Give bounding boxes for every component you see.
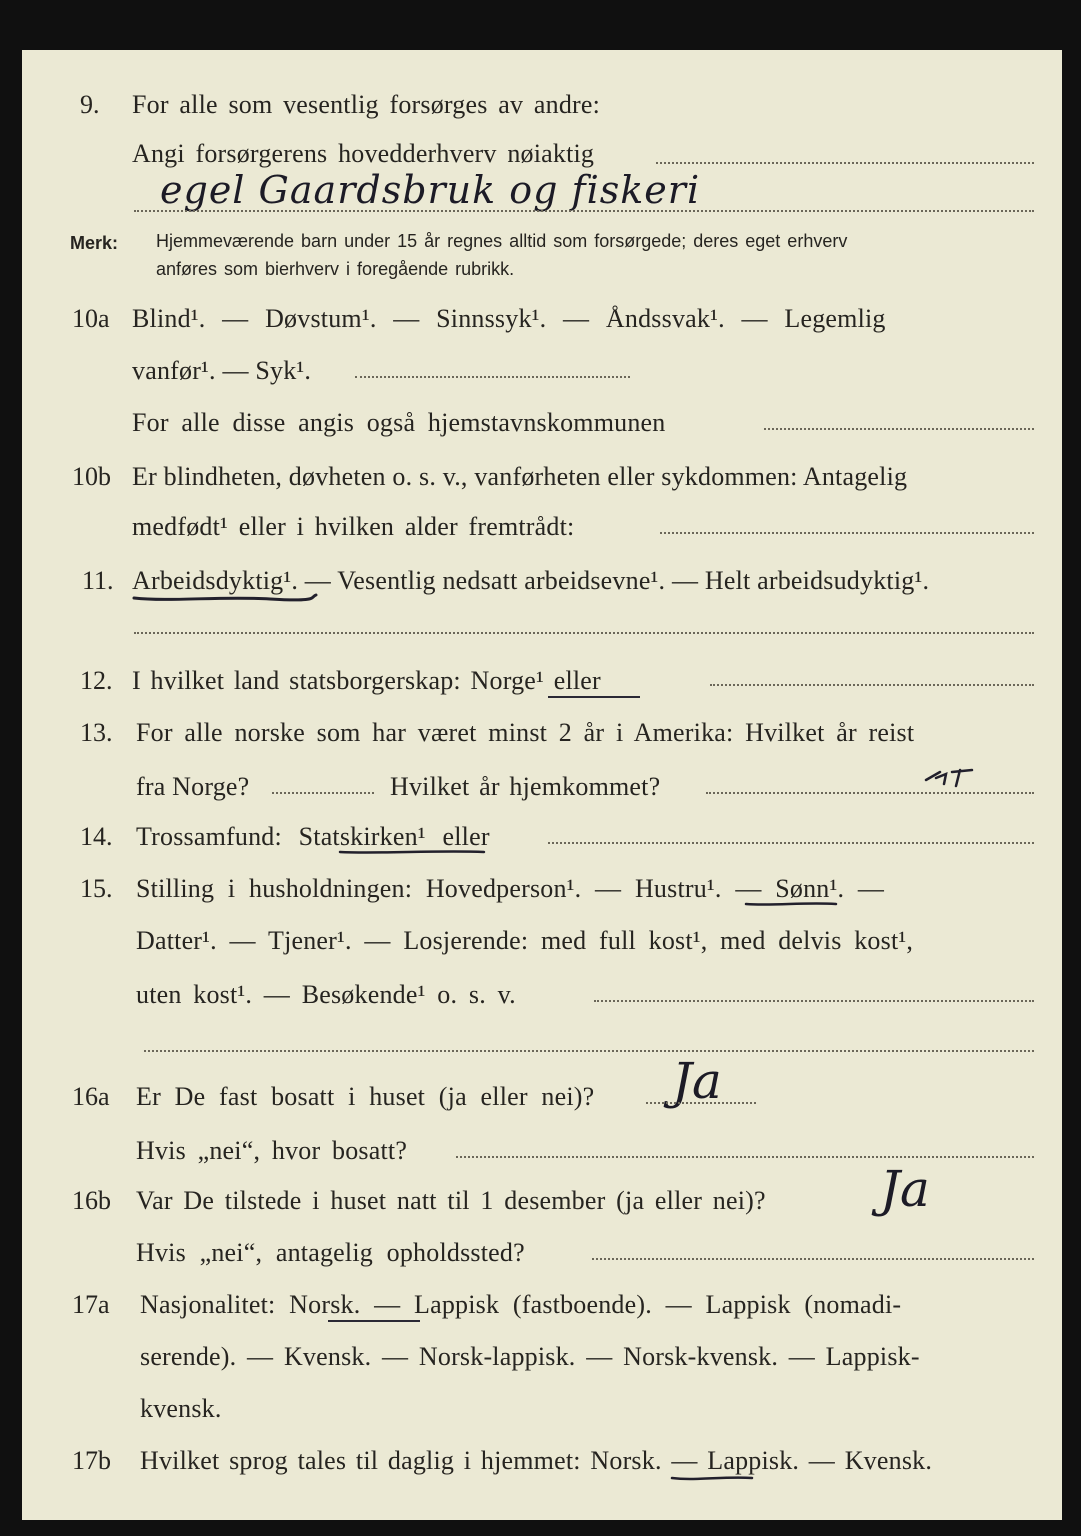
q14-handwritten-underline — [338, 846, 488, 858]
q17a-line2: serende). — Kvensk. — Norsk-lappisk. — Norsk-kvensk. — Lappisk- — [140, 1342, 920, 1371]
q16b-fill-line — [592, 1258, 1034, 1260]
q16b-number: 16b — [72, 1186, 111, 1215]
q12-norge-underline — [548, 696, 640, 698]
q9-line2: Angi forsørgerens hovedderhverv nøiaktig — [132, 139, 595, 168]
q15-line1: Stilling i husholdningen: Hovedperson¹. — Hustru¹. — Sønn¹. — — [136, 874, 885, 903]
q17b-line1: Hvilket sprog tales til daglig i hjemmet: Norsk. — Lappisk. — Kvensk. — [140, 1446, 933, 1475]
q17a-norsk-underline — [328, 1320, 420, 1322]
q10a-line2: vanfør¹. — Syk¹. — [132, 356, 312, 385]
q15-handwritten-underline — [744, 898, 840, 910]
q16a-fill-line-1 — [646, 1102, 756, 1104]
q16a-line2: Hvis „nei“, hvor bosatt? — [136, 1136, 408, 1165]
q10b-number: 10b — [72, 462, 111, 491]
q11-number: 11. — [82, 566, 114, 595]
q9-answer-line — [134, 210, 1034, 212]
q15-number: 15. — [80, 874, 113, 903]
q16b-line2: Hvis „nei“, antagelig opholdssted? — [136, 1238, 525, 1267]
q11-handwritten-underline — [130, 590, 320, 606]
q13-fill-line-1 — [272, 792, 374, 794]
q16b-line1: Var De tilstede i huset natt til 1 desember (ja eller nei)? — [136, 1186, 766, 1215]
merk-line1: Hjemmeværende barn under 15 år regnes alltid som forsørgede; deres eget erhverv — [156, 231, 848, 251]
q17a-number: 17a — [72, 1290, 110, 1319]
q16a-number: 16a — [72, 1082, 110, 1111]
q13-line1: For alle norske som har været minst 2 år i Amerika: Hvilket år reist — [136, 718, 915, 747]
q16a-handwritten-answer: Ja — [672, 1052, 722, 1110]
q13-fill-line-2 — [706, 792, 1034, 794]
q10a-number: 10a — [72, 304, 110, 333]
q10a-line3: For alle disse angis også hjemstavnskommunen — [132, 408, 666, 437]
q15-line3: uten kost¹. — Besøkende¹ o. s. v. — [136, 980, 516, 1009]
q9-fill-line — [656, 162, 1034, 164]
q15-fill-line — [594, 1000, 1034, 1002]
q14-line1: Trossamfund: Statskirken¹ eller — [136, 822, 490, 851]
q10b-line2: medfødt¹ eller i hvilken alder fremtrådt: — [132, 512, 575, 541]
q10a-line1: Blind¹. — Døvstum¹. — Sinnssyk¹. — Åndssvak¹. — Legemlig — [132, 304, 886, 333]
q11-answer-line — [134, 632, 1034, 634]
q10a-fill-line-1 — [355, 376, 630, 378]
q13-number: 13. — [80, 718, 113, 747]
q17a-line1: Nasjonalitet: Norsk. — Lappisk (fastboende). — Lappisk (nomadi- — [140, 1290, 902, 1319]
q10b-line1: Er blindheten, døvheten o. s. v., vanførheten eller sykdommen: Antagelig — [132, 462, 908, 491]
q13-line2b: Hvilket år hjemkommet? — [390, 772, 661, 801]
merk-label: Merk: — [70, 233, 119, 253]
q15-line2: Datter¹. — Tjener¹. — Losjerende: med full kost¹, med delvis kost¹, — [136, 926, 914, 955]
q12-number: 12. — [80, 666, 113, 695]
q14-fill-line — [548, 842, 1034, 844]
q14-number: 14. — [80, 822, 113, 851]
q12-fill-line — [710, 684, 1034, 686]
q9-number: 9. — [80, 90, 100, 119]
q13-ink-mark — [922, 766, 982, 790]
q9-line1: For alle som vesentlig forsørges av andre: — [132, 90, 601, 119]
q12-line1: I hvilket land statsborgerskap: Norge¹ eller — [132, 666, 601, 695]
q16b-handwritten-answer: Ja — [880, 1160, 930, 1218]
merk-line2: anføres som bierhverv i foregående rubrikk. — [156, 259, 515, 279]
q17a-line3: kvensk. — [140, 1394, 222, 1423]
q15-answer-line — [144, 1050, 1034, 1052]
q9-handwritten-answer: egel Gaardsbruk og fiskeri — [160, 168, 701, 212]
q13-line2a: fra Norge? — [136, 772, 250, 801]
q17b-handwritten-underline — [670, 1472, 756, 1484]
q10a-fill-line-2 — [764, 428, 1034, 430]
q16a-fill-line-2 — [456, 1156, 1034, 1158]
q10b-fill-line — [660, 532, 1034, 534]
q16a-line1: Er De fast bosatt i huset (ja eller nei)? — [136, 1082, 595, 1111]
q11-line1: Arbeidsdyktig¹. — Vesentlig nedsatt arbeidsevne¹. — Helt arbeidsudyktig¹. — [132, 566, 930, 595]
q17b-number: 17b — [72, 1446, 111, 1475]
